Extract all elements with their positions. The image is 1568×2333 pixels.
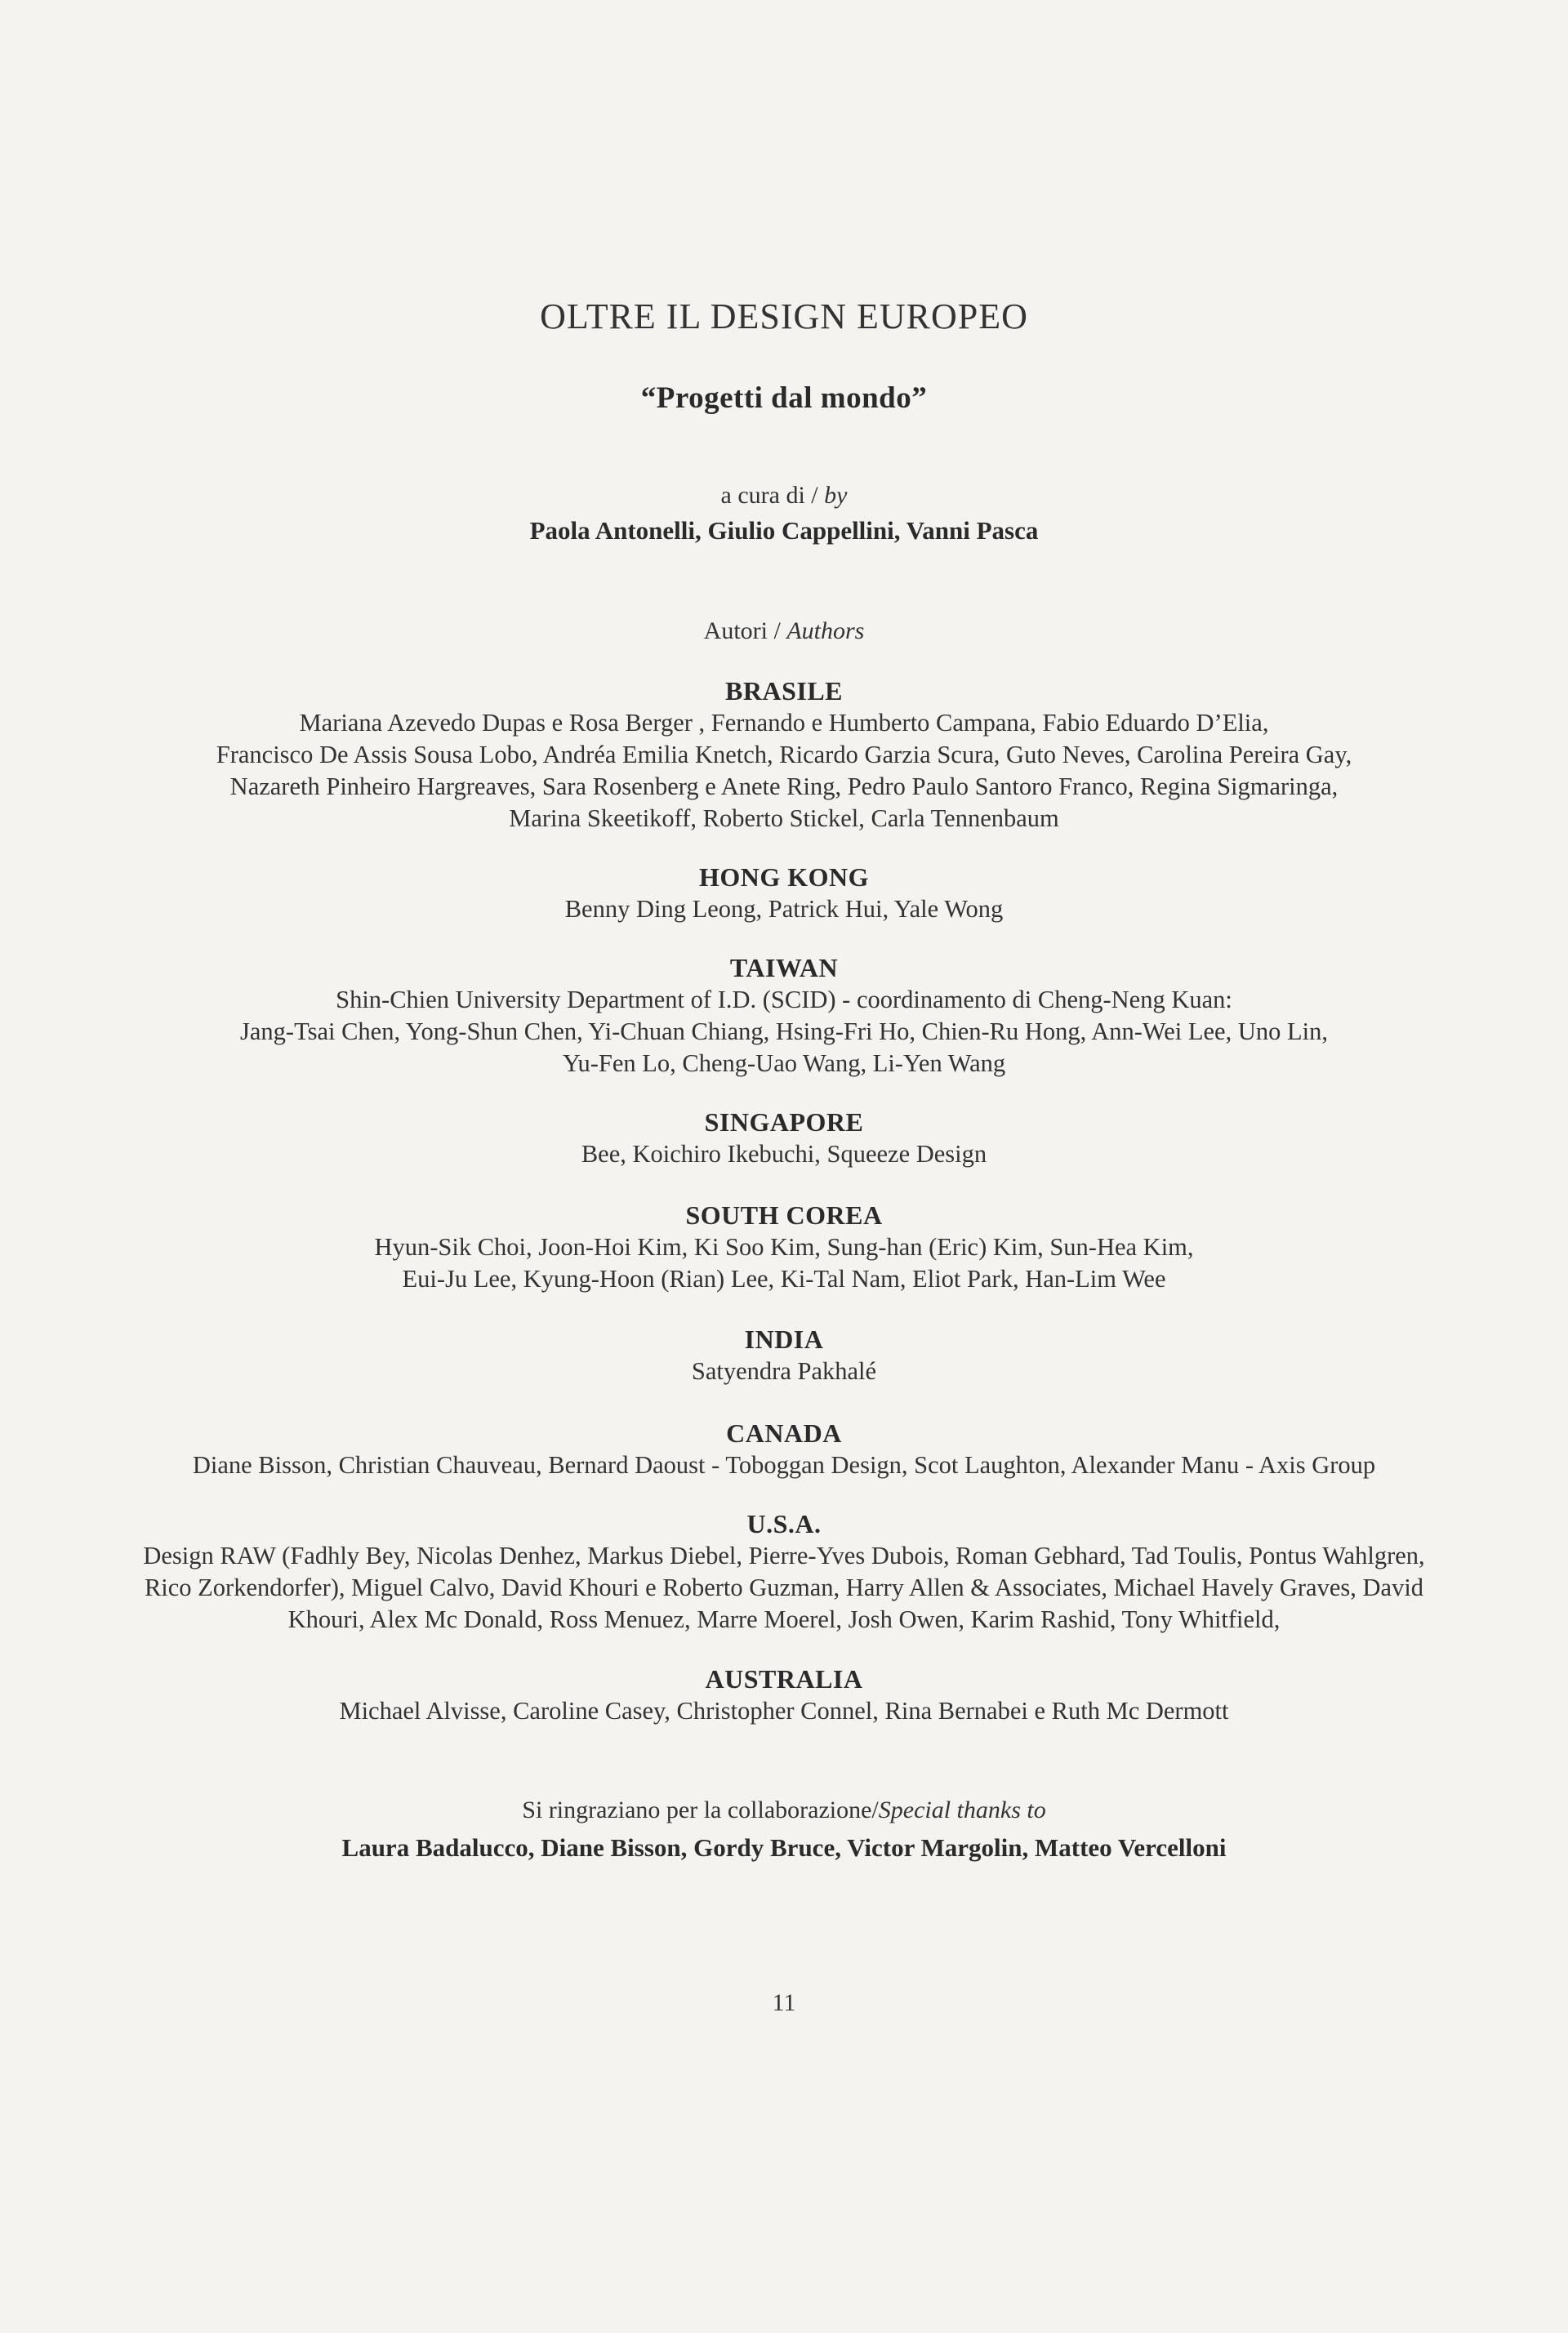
- author-line: Satyendra Pakhalé: [691, 1357, 877, 1385]
- author-line: Michael Alvisse, Caroline Casey, Christopher Connel, Rina Bernabei e Ruth Mc Dermott: [339, 1697, 1229, 1725]
- country-heading: CANADA: [726, 1418, 842, 1448]
- author-line: Diane Bisson, Christian Chauveau, Bernard Daoust - Toboggan Design, Scot Laughton, Alexander Manu - Axis Group: [192, 1451, 1376, 1479]
- author-line: Yu-Fen Lo, Cheng-Uao Wang, Li-Yen Wang: [562, 1049, 1006, 1077]
- country-heading: AUSTRALIA: [705, 1664, 863, 1694]
- author-line: Khouri, Alex Mc Donald, Ross Menuez, Marre Moerel, Josh Owen, Karim Rashid, Tony Whitfield,: [287, 1605, 1281, 1633]
- thanks-label: [0, 1796, 1568, 1824]
- country-heading: HONG KONG: [698, 862, 870, 892]
- thanks-label-it: Si ringraziano per la collaborazione/: [522, 1796, 879, 1823]
- author-line: Design RAW (Fadhly Bey, Nicolas Denhez, Markus Diebel, Pierre-Yves Dubois, Roman Gebhard, Tad Toulis, Pontus Wahlgren,: [143, 1542, 1425, 1569]
- author-line: Marina Skeetikoff, Roberto Stickel, Carla Tennenbaum: [509, 804, 1059, 832]
- author-line: Francisco De Assis Sousa Lobo, Andréa Emilia Knetch, Ricardo Garzia Scura, Guto Neves, Carolina Pereira Gay,: [216, 741, 1352, 768]
- curators: Paola Antonelli, Giulio Cappellini, Vanni Pasca: [529, 516, 1039, 545]
- page-number: 11: [772, 1989, 796, 2016]
- curation-label-en: by: [824, 482, 848, 509]
- section-usa: [0, 1507, 1568, 1636]
- thanks-label-en: Special thanks to: [878, 1796, 1046, 1823]
- section-south-corea: [0, 1199, 1568, 1295]
- page-title: OLTRE IL DESIGN EUROPEO: [540, 296, 1028, 336]
- author-line: Rico Zorkendorfer), Miguel Calvo, David Khouri e Roberto Guzman, Harry Allen & Associates, Michael Havely Graves, David: [144, 1574, 1424, 1601]
- author-line: Nazareth Pinheiro Hargreaves, Sara Rosenberg e Anete Ring, Pedro Paulo Santoro Franco, Regina Sigmaringa,: [229, 772, 1339, 800]
- author-line: Bee, Koichiro Ikebuchi, Squeeze Design: [581, 1140, 987, 1168]
- country-heading: BRASILE: [725, 676, 843, 706]
- author-line: Benny Ding Leong, Patrick Hui, Yale Wong: [564, 895, 1004, 923]
- authors-label-it: Autori /: [703, 617, 787, 644]
- country-heading: SOUTH COREA: [685, 1200, 883, 1230]
- curation-label-it: a cura di /: [720, 482, 825, 509]
- section-hong-kong: [0, 861, 1568, 925]
- authors-label-en: Authors: [786, 617, 865, 644]
- country-heading: U.S.A.: [746, 1509, 822, 1538]
- section-australia: [0, 1663, 1568, 1727]
- authors-label: [0, 617, 1568, 645]
- page-subtitle: “Progetti dal mondo”: [640, 381, 928, 415]
- curation-label: [0, 482, 1568, 510]
- author-line: Jang-Tsai Chen, Yong-Shun Chen, Yi-Chuan Chiang, Hsing-Fri Ho, Chien-Ru Hong, Ann-Wei Lee, Uno Lin,: [240, 1017, 1328, 1045]
- section-india: [0, 1323, 1568, 1387]
- country-heading: SINGAPORE: [704, 1107, 864, 1137]
- section-singapore: [0, 1106, 1568, 1170]
- author-line: Hyun-Sik Choi, Joon-Hoi Kim, Ki Soo Kim, Sung-han (Eric) Kim, Sun-Hea Kim,: [374, 1233, 1194, 1261]
- author-line: Mariana Azevedo Dupas e Rosa Berger , Fernando e Humberto Campana, Fabio Eduardo D’Elia,: [299, 709, 1269, 737]
- country-heading: TAIWAN: [729, 953, 839, 982]
- section-taiwan: [0, 951, 1568, 1080]
- country-heading: INDIA: [744, 1325, 824, 1354]
- thanks-names: Laura Badalucco, Diane Bisson, Gordy Bruce, Victor Margolin, Matteo Vercelloni: [341, 1833, 1227, 1862]
- section-canada: [0, 1417, 1568, 1481]
- section-brasile: [0, 675, 1568, 835]
- author-line: Shin-Chien University Department of I.D. (SCID) - coordinamento di Cheng-Neng Kuan:: [336, 986, 1232, 1013]
- author-line: Eui-Ju Lee, Kyung-Hoon (Rian) Lee, Ki-Tal Nam, Eliot Park, Han-Lim Wee: [402, 1265, 1166, 1293]
